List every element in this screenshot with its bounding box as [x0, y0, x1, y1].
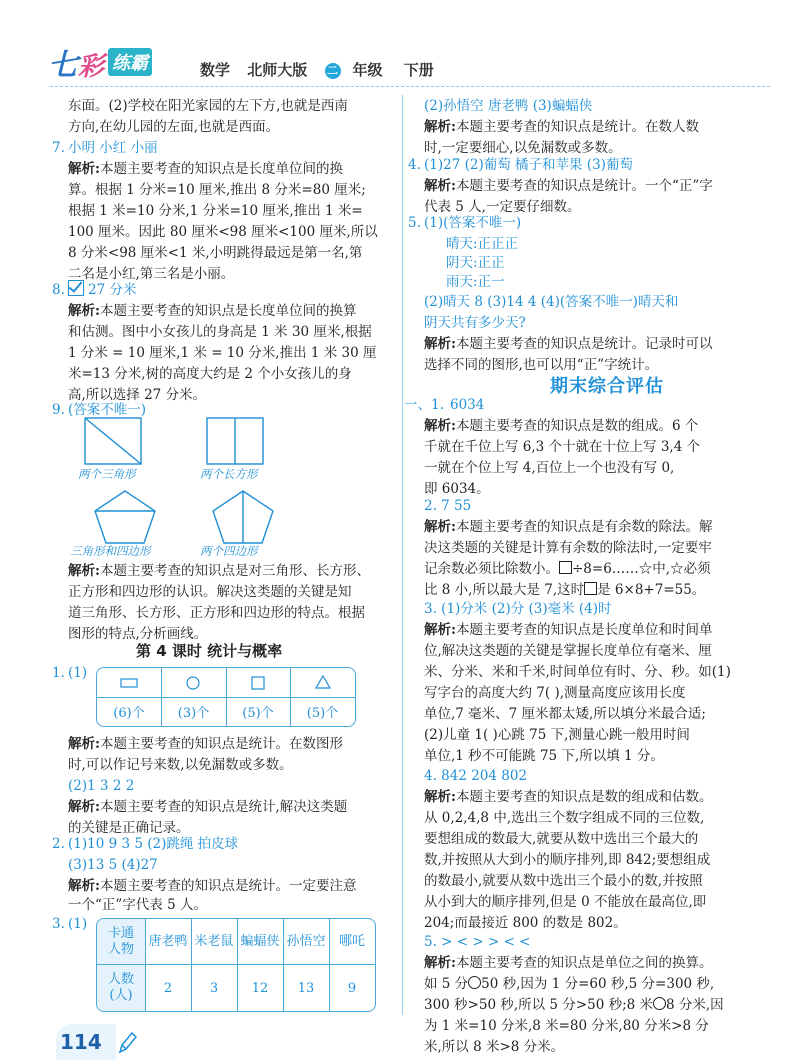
question-number: 1.: [52, 665, 65, 681]
blank-circle-icon: [468, 976, 481, 989]
text-line: 50 秒,因为 1 分=60 秒,5 分=300 秒,: [481, 976, 715, 992]
answer: (2)晴天 8 (3)14 4 (4)(答案不唯一)晴天和: [424, 294, 679, 310]
text-line: 和估测。图中小女孩儿的身高是 1 米 30 厘米,根据: [68, 324, 372, 340]
table-header: 人数: [107, 972, 134, 987]
text-line: 位,解决这类题的关键是掌握长度单位有毫米、厘: [424, 643, 712, 659]
analysis-label: 解析:: [424, 336, 456, 352]
shape-caption: 两个四边形: [200, 544, 258, 558]
answer: 6034: [450, 397, 485, 413]
square-split-triangles-figure: [84, 417, 144, 467]
logo-badge: 练霸: [108, 48, 152, 76]
volume: 下册: [403, 61, 434, 79]
text-line: 300 秒>50 秒,所以 5 分>50 秒;8 米: [424, 997, 654, 1013]
text-line: 8 分米,因: [666, 997, 724, 1013]
text-line: 为 1 米=10 分米,8 米=80 分米,80 分米>8 分: [424, 1018, 709, 1034]
answer: 5. > < > > < <: [424, 934, 531, 950]
text-line: 方向,在幼儿园的左面,也就是西面。: [68, 119, 280, 135]
tally-row: 雨天:正一: [446, 274, 505, 290]
analysis-label: 解析:: [424, 622, 456, 638]
text-line: 算。根据 1 分米=10 厘米,推出 8 分米=80 厘米;: [68, 182, 366, 198]
text-line: 本题主要考查的知识点是统计,解决这类题: [99, 799, 348, 815]
text-line: 时,一定要细心,以免漏数或多数。: [424, 140, 622, 156]
text-line: 千就在千位上写 6,3 个十就在十位上写 3,4 个: [424, 439, 701, 455]
blank-circle-icon: [653, 997, 666, 1010]
text-line: 单位,7 毫米、7 厘米都太矮,所以填分米最合适;: [424, 706, 706, 722]
blank-box-icon: [584, 582, 597, 595]
text-line: 根据 1 米=10 分米,1 分米=10 厘米,推出 1 米=: [68, 203, 363, 219]
text-line: 写字台的高度大约 7( ),测量高度应该用长度: [424, 685, 686, 701]
answer: 小明 小红 小丽: [68, 140, 158, 156]
analysis-label: 解析:: [68, 799, 100, 815]
book-info: [200, 59, 446, 80]
shape-caption: 两个三角形: [78, 467, 136, 481]
text-line: 单位,1 秒不可能跳 75 下,所以填 1 分。: [424, 748, 664, 764]
text-line: 从小到大的顺序排列,但是 0 不能放在最高位,即: [424, 894, 707, 910]
text-line: 正方形和四边形的认识。解决这类题的关键是知: [68, 584, 352, 600]
pentagon-two-quads-figure: [210, 489, 276, 545]
analysis-label: 解析:: [424, 519, 456, 535]
checkmark-icon: [68, 280, 84, 296]
text-line: 的数最小,就要从数中选出三个最小的数,并按照: [424, 873, 703, 889]
table-cell: 13: [297, 981, 315, 996]
table-cell: 唐老鸭: [148, 934, 188, 949]
text-line: 本题主要考查的知识点是数的组成和估数。: [455, 789, 713, 805]
text-line: 本题主要考查的知识点是统计。记录时可以: [455, 336, 713, 352]
pentagon-triangle-quad-figure: [92, 489, 158, 545]
analysis-label: 解析:: [68, 736, 100, 752]
text-line: 本题主要考查的知识点是统计。一定要注意: [99, 878, 357, 894]
brand-logo: [48, 40, 152, 84]
text-line: 100 厘米。因此 80 厘米<98 厘米<100 厘米,所以: [68, 224, 378, 240]
text-line: 本题主要考查的知识点是长度单位间的换算: [99, 303, 357, 319]
table-cell: 9: [347, 981, 357, 996]
page-number: 114: [60, 1030, 102, 1054]
answer: (1)(答案不唯一): [424, 215, 522, 231]
page-header: [0, 0, 800, 90]
text-line: 本题主要考查的知识点是长度单位间的换: [99, 161, 343, 177]
table-header: 人物: [107, 942, 134, 957]
section-title: 期末综合评估: [550, 376, 664, 397]
answer: (1)27 (2)葡萄 橘子和苹果 (3)葡萄: [424, 157, 633, 173]
table-cell: 2: [163, 981, 173, 996]
text-line: 本题主要考查的知识点是单位之间的换算。: [455, 955, 713, 971]
table-cell: 12: [251, 981, 269, 996]
table-cell: 哪吒: [338, 934, 365, 949]
text-line: 即 6034。: [424, 481, 490, 497]
cartoon-vote-table: [96, 918, 376, 1012]
answer: (答案不唯一): [68, 402, 147, 418]
text-line: 要想组成的数最大,就要从数中选出三个最大的: [424, 831, 699, 847]
table-cell: 蝙蝠侠: [240, 934, 280, 949]
grade-label: 年级: [352, 61, 383, 79]
lesson-title: 第 4 课时 统计与概率: [136, 642, 283, 660]
question-number: 7.: [52, 140, 65, 156]
circle-icon: [185, 675, 201, 691]
text-line: 决这类题的关键是计算有余数的除法时,一定要牢: [424, 540, 712, 556]
text-line: 8 分米<98 厘米<1 米,小明跳得最远是第一名,第: [68, 245, 363, 261]
shape-caption: 两个长方形: [200, 467, 258, 481]
analysis-label: 解析:: [424, 178, 456, 194]
header-divider: [50, 86, 770, 87]
analysis-label: 解析:: [424, 789, 456, 805]
text-line: 米=13 分米,树的高度大约是 2 个小女孩儿的身: [68, 366, 352, 382]
analysis-label: 解析:: [68, 563, 100, 579]
analysis-label: 解析:: [68, 878, 100, 894]
text-line: 本题主要考查的知识点是统计。在数图形: [99, 736, 343, 752]
answer: 27 分米: [88, 282, 137, 298]
table-cell: 米老鼠: [194, 934, 234, 949]
text-line: 比 8 小,所以最大是 7,这时: [424, 582, 585, 598]
answer: (3)13 5 (4)27: [68, 857, 158, 873]
square-split-rectangles-figure: [206, 417, 266, 467]
text-line: 二名是小红,第三名是小丽。: [68, 266, 235, 282]
answer: (2)1 3 2 2: [68, 778, 135, 794]
question-number: 8.: [52, 282, 65, 298]
text-line: (2)儿童 1( )心跳 75 下,测量心跳一般用时间: [424, 727, 690, 743]
table-header: 卡通: [107, 926, 134, 941]
pencil-icon: [116, 1030, 138, 1056]
question-number: 3.: [52, 916, 65, 932]
text-line: 米、分米、米和千米,时间单位有时、分、秒。如(1): [424, 664, 731, 680]
subject: 数学: [200, 61, 231, 79]
square-icon: [250, 675, 266, 691]
question-number: 4.: [408, 157, 421, 173]
text-line: 本题主要考查的知识点是有余数的除法。解: [455, 519, 713, 535]
text-line: 如 5 分: [424, 976, 469, 992]
text-line: 一就在个位上写 4,百位上一个也没有写 0,: [424, 460, 675, 476]
text-line: 的关键是正确记录。: [68, 820, 190, 836]
text-line: 本题主要考查的知识点是长度单位和时间单: [455, 622, 713, 638]
logo-char-2: 彩: [78, 52, 105, 82]
question-number: 2.: [52, 836, 65, 852]
tally-row: 晴天:正正正: [446, 236, 519, 252]
logo-char-1: 七: [48, 48, 78, 83]
text-line: 本题主要考查的知识点是数的组成。6 个: [455, 418, 699, 434]
text-line: 从 0,2,4,8 中,选出三个数字组成不同的三位数,: [424, 810, 705, 826]
text-line: 选择不同的图形,也可以用“正”字统计。: [424, 357, 659, 373]
shape-count-table: [96, 667, 356, 727]
answer: 阴天共有多少天?: [424, 315, 526, 331]
analysis-label: 解析:: [424, 418, 456, 434]
text-line: 本题主要考查的知识点是统计。一个“正”字: [455, 178, 713, 194]
text-line: 时,可以作记号来数,以免漏数或多数。: [68, 757, 293, 773]
question-number: 5.: [408, 215, 421, 231]
text-line: 代表 5 人,一定要仔细数。: [424, 199, 581, 215]
question-part: (1): [68, 665, 88, 681]
answer: (1)10 9 3 5 (2)跳绳 拍皮球: [68, 836, 239, 852]
answer: (2)孙悟空 唐老鸭 (3)蝙蝠侠: [424, 98, 593, 114]
analysis-label: 解析:: [424, 119, 456, 135]
table-cell: 3: [209, 981, 219, 996]
text-line: 图形的特点,分析画线。: [68, 626, 208, 642]
text-line: 本题主要考查的知识点是统计。在数人数: [455, 119, 699, 135]
text-line: 204;而最接近 800 的数是 802。: [424, 915, 627, 931]
rectangle-icon: [119, 677, 139, 689]
tally-row: 阴天:正正: [446, 255, 505, 271]
table-cell: (5)个: [306, 706, 339, 721]
answer: 2. 7 55: [424, 498, 472, 514]
text-line: 数,并按照从大到小的顺序排列,即 842;要想组成: [424, 852, 711, 868]
analysis-label: 解析:: [68, 303, 100, 319]
text-line: 本题主要考查的知识点是对三角形、长方形、: [99, 563, 370, 579]
triangle-icon: [314, 674, 332, 690]
question-number: 9.: [52, 402, 65, 418]
text-line: ÷8=6……☆中,☆必须: [572, 561, 711, 577]
column-divider: [402, 95, 403, 1015]
shape-caption: 三角形和四边形: [70, 544, 151, 558]
table-cell: (3)个: [177, 706, 210, 721]
text-line: 米,所以 8 米>8 分米。: [424, 1039, 565, 1055]
table-cell: (6)个: [113, 706, 145, 721]
analysis-label: 解析:: [68, 161, 100, 177]
analysis-label: 解析:: [424, 955, 456, 971]
text-line: 一个“正”字代表 5 人。: [68, 897, 207, 913]
question-part: (1): [68, 916, 88, 932]
text-line: 高,所以选择 27 分米。: [68, 387, 207, 403]
edition: 北师大版: [247, 61, 308, 79]
answer: 4. 842 204 802: [424, 768, 528, 784]
text-line: 1 分米 = 10 厘米,1 米 = 10 分米,推出 1 米 30 厘: [68, 345, 377, 361]
grade-number-badge: 二: [325, 63, 341, 79]
text-line: 道三角形、长方形、正方形和四边形的特点。根据: [68, 605, 365, 621]
table-header: (人): [109, 988, 133, 1003]
answer: 3. (1)分米 (2)分 (3)毫米 (4)时: [424, 601, 612, 617]
blank-box-icon: [559, 561, 572, 574]
table-cell: 孙悟空: [286, 934, 326, 949]
table-cell: (5)个: [242, 706, 274, 721]
text-line: 东面。(2)学校在阳光家园的左下方,也就是西南: [68, 98, 348, 114]
text-line: 记余数必须比除数小。: [424, 561, 559, 577]
question-number: 一、1.: [404, 397, 444, 413]
text-line: 是 6×8+7=55。: [597, 582, 706, 598]
